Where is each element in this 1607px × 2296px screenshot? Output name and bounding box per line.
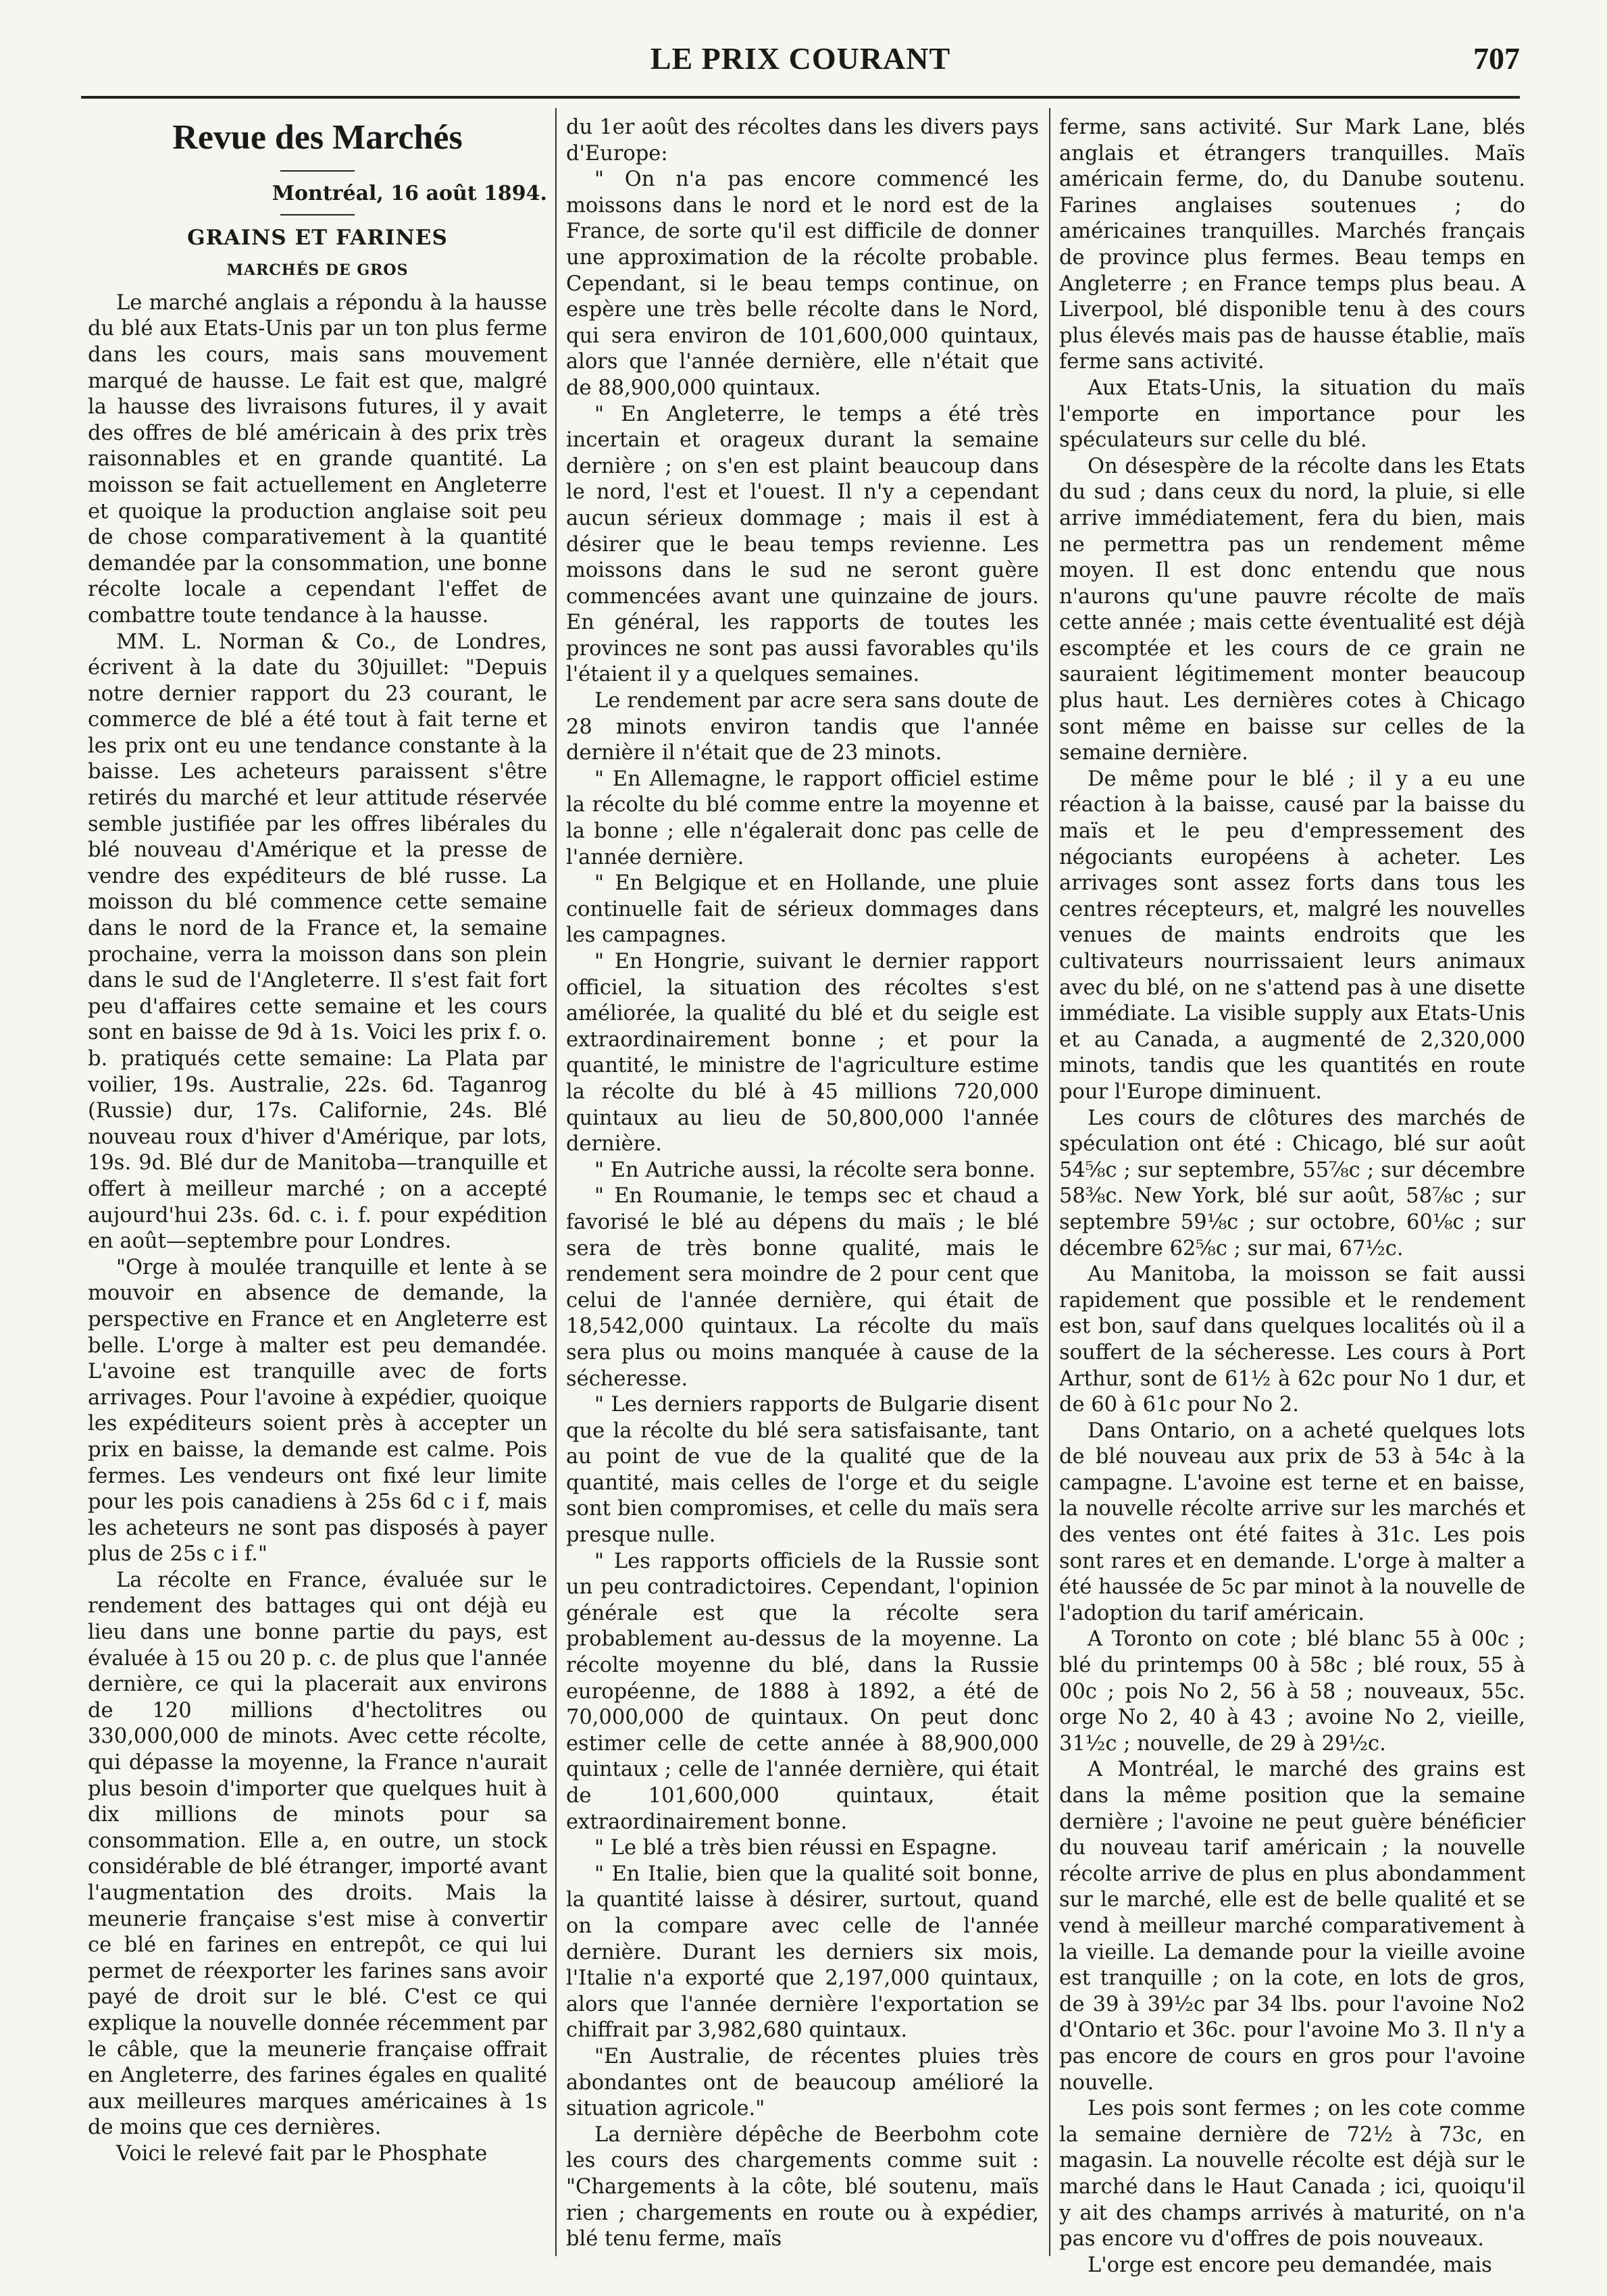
paragraph: Le marché anglais a répondu à la hausse du blé aux Etats-Unis par un ton plus ferme dans les cours, mais sans mouvement marqué de hausse. Le fait est que, malgré la hausse des livraisons futures, il y avait des offres de blé américain à des prix très raisonnables et en grande quantité. La moisson se fait actuellement en Angleterre et quoique la production anglaise soit peu de chose comparativement à la quantité demandée par la consommation, une bonne récolte locale a cependant l'effet de combattre toute tendance à la hausse. [88,290,547,628]
paragraph: Au Manitoba, la moisson se fait aussi rapidement que possible et le rendement est bon, sauf dans quelques localités où il a souffert de la sécheresse. Les cours à Port Arthur, sont de 61½ à 62c pour No 1 dur, et de 60 à 61c pour No 2. [1059,1262,1525,1417]
paragraph: Dans Ontario, on a acheté quelques lots de blé nouveau aux prix de 53 à 54c à la campagne. L'avoine est terne et en baisse, la nouvelle récolte arrive sur les marchés et des ventes ont été faites à 31c. Les pois sont rares et en demande. L'orge à malter a été haussée de 5c par minot à la nouvelle de l'adoption du tarif américain. [1059,1419,1525,1625]
section-title: Revue des Marchés [172,118,463,157]
paragraph: " En Roumanie, le temps sec et chaud a favorisé le blé au dépens du maïs ; le blé sera de très bonne qualité, mais le rendement sera moindre de 2 pour cent que celui de l'année dernière, qui était de 18,542,000 quintaux. La récolte du maïs sera plus ou moins manquée à cause de la sécheresse. [566,1184,1039,1391]
paragraph: Voici le relevé fait par le Phosphate [116,2141,488,2166]
dateline: Montréal, 16 août 1894. [272,182,547,205]
column-2 [566,115,1039,2256]
paragraph: " En Belgique et en Hollande, une pluie continuelle fait de sérieux dommages dans les campagnes. [566,871,1039,948]
paragraph: " En Allemagne, le rapport officiel estime la récolte du blé comme entre la moyenne et la bonne ; elle n'égalerait donc pas celle de l'année dernière. [566,767,1039,869]
paragraph: La dernière dépêche de Beerbohm cote les cours des chargements comme suit : "Chargements à la côte, blé soutenu, maïs rien ; chargements en route ou à expédier, blé tenu ferme, maïs [566,2122,1039,2251]
paragraph: "En Australie, de récentes pluies très abondantes ont de beaucoup amélioré la situation agricole." [566,2044,1039,2121]
short-rule [280,170,355,172]
paragraph: " En Autriche aussi, la récolte sera bonne. [594,1158,1036,1182]
paragraph: " On n'a pas encore commencé les moissons dans le nord et le nord est de la France, de sorte qu'il est difficile de donner une approximation de la récolte probable. Cependant, si le beau temps continue, on espère une très belle récolte dans le Nord, qui sera environ de 101,600,000 quintaux, alors que l'année dernière, elle n'était que de 88,900,000 quintaux. [566,168,1039,400]
paragraph: MM. L. Norman & Co., de Londres, écrivent à la date du 30juillet: "Depuis notre dernier rapport du 23 courant, le commerce de blé a été tout à fait terne et les prix ont eu une tendance constante à la baisse. Les acheteurs paraissent s'être retirés du marché et leur attitude réservée semble justifiée par les offres libérales du blé nouveau d'Amérique et la presse de vendre des expéditeurs de blé russe. La moisson du blé commence cette semaine dans le nord de la France et, la semaine prochaine, verra la moisson dans son plein dans le sud de l'Angleterre. Il s'est fait fort peu d'affaires cette semaine et les cours sont en baisse de 9d à 1s. Voici les prix f. o. b. pratiqués cette semaine: La Plata par voilier, 19s. Australie, 22s. 6d. Taganrog (Russie) dur, 17s. Californie, 24s. Blé nouveau roux d'hiver d'Amérique, par lots, 19s. 9d. Blé dur de Manitoba—tranquille et offert à meilleur marché ; on a accepté aujourd'hui 23s. 6d. c. i. f. pour expédition en août—septembre pour Londres. [88,630,547,1254]
page-header [81,41,1520,88]
paragraph: L'orge est encore peu demandée, mais [1088,2253,1492,2277]
paragraph: On désespère de la récolte dans les Etats du sud ; dans ceux du nord, la pluie, si elle arrive immédiatement, fera du bien, mais ne permettra pas un rendement même moyen. Il est donc entendu que nous n'aurons qu'une pauvre récolte de maïs cette année ; mais cette éventualité est déjà escomptée et les cours de ce grain ne sauraient légitimement monter beaucoup plus haut. Les dernières cotes à Chicago sont même en baisse sur celles de la semaine dernière. [1059,454,1525,765]
section-heading: GRAINS ET FARINES [187,225,448,250]
journal-title: LE PRIX COURANT [650,41,951,76]
paragraph: " En Angleterre, le temps a été très incertain et orageux durant la semaine dernière ; on s'en est plaint beaucoup dans le nord, l'est et l'ouest. Il n'y a cependant aucun sérieux dommage ; mais il est à désirer que le beau temps revienne. Les moissons dans le sud ne seront guère commencées avant une quinzaine de jours. En général, les rapports de toutes les provinces ne sont pas aussi favorables qu'ils l'étaient il y a quelques semaines. [566,402,1039,687]
paragraph: De même pour le blé ; il y a eu une réaction à la baisse, causé par la baisse du maïs et le peu d'empressement des négociants européens à acheter. Les arrivages sont assez forts dans tous les centres récepteurs, et, malgré les nouvelles venues de maints endroits que les cultivateurs nourrissaient leurs animaux avec du blé, on ne s'attend pas à une disette immédiate. La visible supply aux Etats-Unis et au Canada, a augmenté de 2,320,000 minots, tandis que les quantités en route pour l'Europe diminuent. [1059,767,1525,1104]
paragraph: du 1er août des récoltes dans les divers pays d'Europe: [566,116,1039,165]
paragraph: Les cours de clôtures des marchés de spéculation ont été : Chicago, blé sur août 54⅝c ; sur septembre, 55⅞c ; sur décembre 58⅜c. New York, blé sur août, 58⅞c ; sur septembre 59⅛c ; sur octobre, 60⅛c ; sur décembre 62⅝c ; sur mai, 67½c. [1059,1106,1525,1260]
short-rule [280,214,355,215]
paragraph: Le rendement par acre sera sans doute de 28 minots environ tandis que l'année dernière il n'était que de 23 minots. [566,689,1039,765]
page-number: 707 [1473,41,1520,76]
paragraph: Les pois sont fermes ; on les cote comme la semaine dernière de 72½ à 73c, en magasin. La nouvelle récolte est déjà sur le marché dans le Haut Canada ; ici, quoiqu'il y ait des champs arrivés à maturité, on n'a pas encore vu d'offres de pois nouveaux. [1059,2097,1525,2251]
paragraph: " Les rapports officiels de la Russie sont un peu contradictoires. Cependant, l'opinion générale est que la récolte sera probablement au-dessus de la moyenne. La récolte moyenne du blé, dans la Russie européenne, de 1888 à 1892, a été de 70,000,000 de quintaux. On peut donc estimer celle de cette année à 88,900,000 quintaux ; celle de l'année dernière, qui était de 101,600,000 quintaux, était extraordinairement bonne. [566,1549,1039,1834]
paragraph: " Les derniers rapports de Bulgarie disent que la récolte du blé sera satisfaisante, tant au point de vue de la qualité que de la quantité, mais celles de l'orge et du seigle sont bien compromises, et celle du maïs sera presque nulle. [566,1393,1039,1548]
paragraph: ferme, sans activité. Sur Mark Lane, blés anglais et étrangers tranquilles. Maïs américain ferme, do, du Danube soutenu. Farines anglaises soutenues ; do américaines tranquilles. Marchés français de province plus fermes. Beau temps en Angleterre ; en France temps plus beau. A Liverpool, blé disponible tenu à des cours plus élevés mais pas de hausse établie, maïs ferme sans activité. [1059,116,1525,374]
paragraph: "Orge à moulée tranquille et lente à se mouvoir en absence de demande, la perspective en France et en Angleterre est belle. L'orge à malter est peu demandée. L'avoine est tranquille avec de forts arrivages. Pour l'avoine à expédier, quoique les expéditeurs soient près à accepter un prix en baisse, la demande est calme. Pois fermes. Les vendeurs ont fixé leur limite pour les pois canadiens à 25s 6d c i f, mais les acheteurs ne sont pas disposés à payer plus de 25s c i f." [88,1255,547,1566]
paragraph: La récolte en France, évaluée sur le rendement des battages qui ont déjà eu lieu dans une bonne partie du pays, est évaluée à 15 ou 20 p. c. de plus que l'année dernière, ce qui la placerait aux environs de 120 millions d'hectolitres ou 330,000,000 de minots. Avec cette récolte, qui dépasse la moyenne, la France n'aurait plus besoin d'importer que quelques huit à dix millions de minots pour sa consommation. Elle a, en outre, un stock considérable de blé étranger, importé avant l'augmentation des droits. Mais la meunerie française s'est mise à convertir ce blé en farines en entrepôt, ce qui lui permet de réexporter les farines sans avoir payé de droit sur le blé. C'est ce qui explique la nouvelle donnée récemment par le câble, que la meunerie française offrait en Angleterre, des farines égales en qualité aux meilleures marques américaines à 1s de moins que ces dernières. [88,1568,547,2140]
column-divider [555,108,557,2256]
column-3 [1059,115,1525,2277]
paragraph: A Montréal, le marché des grains est dans la même position que la semaine dernière ; l'avoine ne peut guère bénéficier du nouveau tarif américain ; la nouvelle récolte arrive de plus en plus abondamment sur le marché, elle est de belle qualité et se vend à meilleur marché comparativement à la vieille. La demande pour la vieille avoine est tranquille ; on la cote, en lots de gros, de 39 à 39½c par 34 lbs. pour l'avoine No2 d'Ontario et 36c. pour l'avoine Mo 3. Il n'y a pas encore de cours en gros pour l'avoine nouvelle. [1059,1758,1525,2095]
paragraph: " En Italie, bien que la qualité soit bonne, la quantité laisse à désirer, surtout, quand on la compare avec celle de l'année dernière. Durant les derniers six mois, l'Italie n'a exporté que 2,197,000 quintaux, alors que l'année dernière l'exportation se chiffrait par 3,982,680 quintaux. [566,1862,1039,2043]
paragraph: A Toronto on cote ; blé blanc 55 à 00c ; blé du printemps 00 à 58c ; blé roux, 55 à 00c ; pois No 2, 56 à 58 ; nouveaux, 55c. orge No 2, 40 à 43 ; avoine No 2, vieille, 31½c ; nouvelle, de 29 à 29½c. [1059,1627,1525,1756]
paragraph: " En Hongrie, suivant le dernier rapport officiel, la situation des récoltes s'est améliorée, la qualité du blé et du seigle est extraordinairement bonne ; et pour la quantité, le ministre de l'agriculture estime la récolte du blé à 45 millions 720,000 quintaux au lieu de 50,800,000 l'année dernière. [566,950,1039,1156]
column-divider [1049,108,1050,2256]
header-rule [81,96,1520,99]
paragraph: " Le blé a très bien réussi en Espagne. [594,1836,998,1860]
paragraph: Aux Etats-Unis, la situation du maïs l'emporte en importance pour les spéculateurs sur celle du blé. [1059,376,1525,453]
section-subheading: MARCHÉS DE GROS [226,261,409,280]
column-1 [88,115,547,2256]
